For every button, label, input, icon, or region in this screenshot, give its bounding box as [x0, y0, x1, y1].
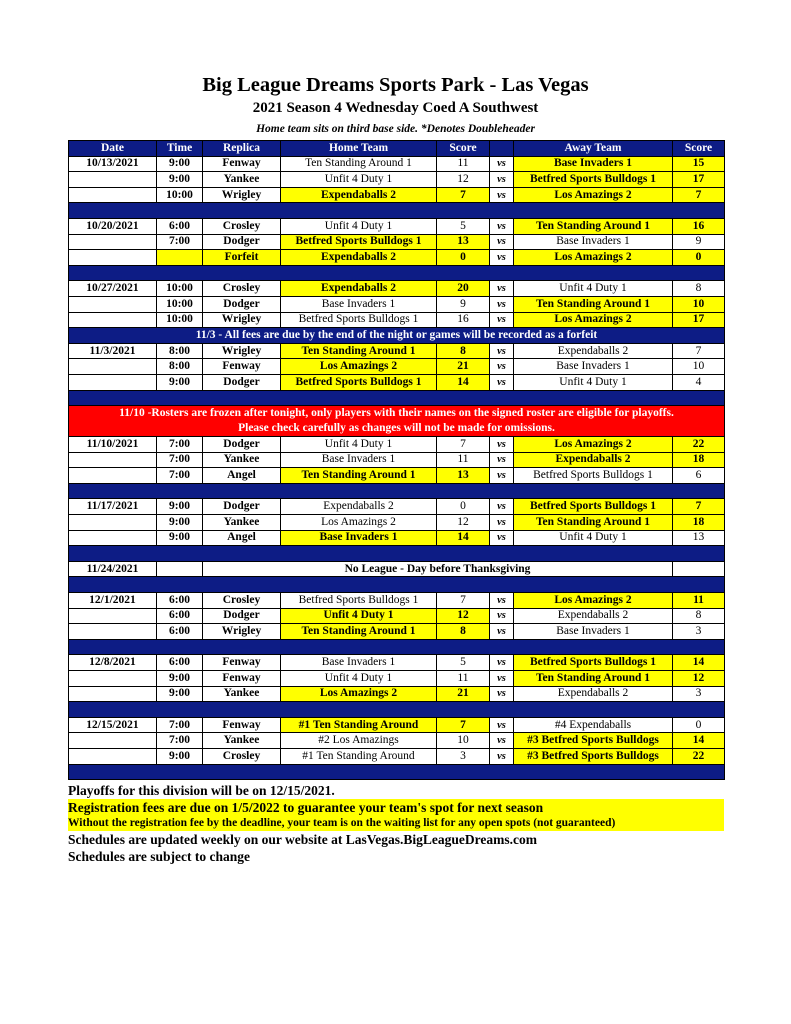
schedule-table — [68, 140, 725, 780]
away-team-cell: #3 Betfred Sports Bulldogs — [514, 748, 673, 764]
vs-cell: vs — [490, 515, 514, 531]
time-cell — [157, 561, 203, 577]
replica-cell: Angel — [203, 468, 281, 484]
home-team-cell: Expendaballs 2 — [281, 281, 437, 297]
schedule-body — [69, 156, 725, 780]
page-title: Big League Dreams Sports Park - Las Vegas — [202, 74, 589, 96]
date-cell — [69, 624, 157, 640]
time-cell: 7:00 — [157, 234, 203, 250]
date-cell: 11/3/2021 — [69, 343, 157, 359]
home-score-cell: 13 — [437, 468, 490, 484]
separator-row — [69, 265, 725, 281]
away-score-cell: 10 — [673, 359, 725, 375]
separator-cell — [69, 702, 725, 718]
vs-cell: vs — [490, 156, 514, 172]
playoffs-note: Playoffs for this division will be on 12/15/2021. — [68, 783, 335, 798]
date-cell — [69, 608, 157, 624]
time-cell: 9:00 — [157, 530, 203, 546]
away-team-cell: Ten Standing Around 1 — [514, 296, 673, 312]
away-score-cell: 0 — [673, 717, 725, 733]
game-row — [69, 187, 725, 203]
away-team-cell: Betfred Sports Bulldogs 1 — [514, 172, 673, 188]
vs-cell: vs — [490, 250, 514, 266]
away-score-cell: 13 — [673, 530, 725, 546]
time-cell: 8:00 — [157, 359, 203, 375]
date-cell: 11/24/2021 — [69, 561, 157, 577]
home-score-cell: 3 — [437, 748, 490, 764]
away-team-cell: Ten Standing Around 1 — [514, 515, 673, 531]
vs-cell: vs — [490, 312, 514, 328]
time-cell: 6:00 — [157, 655, 203, 671]
fee-notice-row — [69, 328, 725, 344]
home-team-cell: Unfit 4 Duty 1 — [281, 437, 437, 453]
away-team-cell: Unfit 4 Duty 1 — [514, 530, 673, 546]
separator-cell — [69, 203, 725, 219]
date-cell — [69, 312, 157, 328]
away-score-cell: 6 — [673, 468, 725, 484]
game-row — [69, 172, 725, 188]
home-score-cell: 11 — [437, 156, 490, 172]
home-team-note: Home team sits on third base side. *Denotes Doubleheader — [256, 123, 535, 135]
replica-cell: Crosley — [203, 748, 281, 764]
time-cell: 6:00 — [157, 593, 203, 609]
home-team-cell: Los Amazings 2 — [281, 686, 437, 702]
registration-box — [68, 799, 724, 831]
game-row — [69, 296, 725, 312]
vs-cell: vs — [490, 281, 514, 297]
home-team-cell: #2 Los Amazings — [281, 733, 437, 749]
away-score-cell: 12 — [673, 671, 725, 687]
time-cell: 7:00 — [157, 733, 203, 749]
vs-cell: vs — [490, 671, 514, 687]
away-score-cell: 7 — [673, 343, 725, 359]
game-row — [69, 468, 725, 484]
home-score-cell: 14 — [437, 374, 490, 390]
game-row — [69, 733, 725, 749]
replica-cell: Wrigley — [203, 312, 281, 328]
game-row — [69, 437, 725, 453]
game-row — [69, 593, 725, 609]
separator-row — [69, 764, 725, 780]
replica-cell: Wrigley — [203, 624, 281, 640]
date-cell — [69, 187, 157, 203]
vs-cell: vs — [490, 655, 514, 671]
time-cell: 9:00 — [157, 374, 203, 390]
separator-cell — [69, 483, 725, 499]
away-score-cell: 22 — [673, 437, 725, 453]
date-cell: 10/13/2021 — [69, 156, 157, 172]
date-cell: 12/1/2021 — [69, 593, 157, 609]
date-cell: 12/15/2021 — [69, 717, 157, 733]
home-score-cell: 12 — [437, 515, 490, 531]
replica-cell: Yankee — [203, 733, 281, 749]
date-cell — [69, 452, 157, 468]
home-team-cell: Base Invaders 1 — [281, 530, 437, 546]
vs-cell: vs — [490, 624, 514, 640]
time-cell: 9:00 — [157, 156, 203, 172]
no-league-row — [69, 561, 725, 577]
game-row — [69, 671, 725, 687]
date-cell — [69, 686, 157, 702]
game-row — [69, 686, 725, 702]
separator-row — [69, 577, 725, 593]
away-team-cell: Unfit 4 Duty 1 — [514, 281, 673, 297]
separator-row — [69, 483, 725, 499]
separator-cell — [69, 764, 725, 780]
time-cell: 9:00 — [157, 748, 203, 764]
registration-note: Registration fees are due on 1/5/2022 to guarantee your team's spot for next season — [68, 800, 544, 815]
vs-cell: vs — [490, 593, 514, 609]
home-team-cell: Base Invaders 1 — [281, 655, 437, 671]
replica-cell: Dodger — [203, 499, 281, 515]
home-score-cell: 7 — [437, 717, 490, 733]
time-cell: 10:00 — [157, 296, 203, 312]
home-score-cell: 0 — [437, 250, 490, 266]
game-row — [69, 608, 725, 624]
separator-cell — [69, 639, 725, 655]
away-team-cell: Betfred Sports Bulldogs 1 — [514, 499, 673, 515]
col-home-score: Score — [437, 141, 490, 157]
col-away-score: Score — [673, 141, 725, 157]
away-score-cell: 11 — [673, 593, 725, 609]
time-cell: 9:00 — [157, 499, 203, 515]
home-score-cell: 8 — [437, 624, 490, 640]
game-row — [69, 156, 725, 172]
game-row — [69, 234, 725, 250]
date-cell: 10/27/2021 — [69, 281, 157, 297]
vs-cell: vs — [490, 374, 514, 390]
vs-cell: vs — [490, 499, 514, 515]
replica-cell: Dodger — [203, 234, 281, 250]
separator-row — [69, 546, 725, 562]
col-replica: Replica — [203, 141, 281, 157]
replica-cell: Crosley — [203, 218, 281, 234]
date-cell: 11/10/2021 — [69, 437, 157, 453]
home-team-cell: Ten Standing Around 1 — [281, 343, 437, 359]
away-score-cell: 7 — [673, 187, 725, 203]
replica-cell: Wrigley — [203, 187, 281, 203]
away-team-cell: Unfit 4 Duty 1 — [514, 374, 673, 390]
away-team-cell: Betfred Sports Bulldogs 1 — [514, 468, 673, 484]
home-score-cell: 21 — [437, 359, 490, 375]
game-row — [69, 748, 725, 764]
home-score-cell: 11 — [437, 671, 490, 687]
time-cell: 6:00 — [157, 218, 203, 234]
home-team-cell: Betfred Sports Bulldogs 1 — [281, 312, 437, 328]
away-team-cell: Los Amazings 2 — [514, 187, 673, 203]
home-team-cell: Ten Standing Around 1 — [281, 156, 437, 172]
away-team-cell: #4 Expendaballs — [514, 717, 673, 733]
replica-cell: Yankee — [203, 686, 281, 702]
vs-cell: vs — [490, 437, 514, 453]
time-cell: 10:00 — [157, 187, 203, 203]
time-cell: 6:00 — [157, 608, 203, 624]
game-row — [69, 717, 725, 733]
home-score-cell: 0 — [437, 499, 490, 515]
time-cell: 10:00 — [157, 312, 203, 328]
away-score-cell: 8 — [673, 608, 725, 624]
message-cell: No League - Day before Thanksgiving — [203, 561, 673, 577]
away-score-cell: 14 — [673, 655, 725, 671]
game-row — [69, 359, 725, 375]
away-score-cell: 3 — [673, 686, 725, 702]
home-team-cell: Ten Standing Around 1 — [281, 468, 437, 484]
vs-cell: vs — [490, 172, 514, 188]
replica-cell: Fenway — [203, 671, 281, 687]
home-score-cell: 21 — [437, 686, 490, 702]
vs-cell: vs — [490, 234, 514, 250]
home-team-cell: Los Amazings 2 — [281, 515, 437, 531]
waiting-list-note: Without the registration fee by the deadline, your team is on the waiting list for any open spots (not guaranteed) — [68, 817, 616, 829]
subject-to-change-note: Schedules are subject to change — [68, 849, 250, 864]
separator-cell — [69, 390, 725, 406]
home-team-cell: Unfit 4 Duty 1 — [281, 608, 437, 624]
col-vs — [490, 141, 514, 157]
away-team-cell: Base Invaders 1 — [514, 234, 673, 250]
away-team-cell: Expendaballs 2 — [514, 686, 673, 702]
date-cell — [69, 234, 157, 250]
home-score-cell: 20 — [437, 281, 490, 297]
away-score-cell: 17 — [673, 172, 725, 188]
roster-notice-row — [69, 406, 725, 437]
home-team-cell: Ten Standing Around 1 — [281, 624, 437, 640]
footer-notes — [68, 782, 724, 865]
date-cell — [69, 468, 157, 484]
time-cell: 7:00 — [157, 717, 203, 733]
vs-cell: vs — [490, 608, 514, 624]
notice-cell — [69, 406, 725, 437]
home-team-cell: Los Amazings 2 — [281, 359, 437, 375]
time-cell: 7:00 — [157, 452, 203, 468]
col-time: Time — [157, 141, 203, 157]
notice-line: 11/3 - All fees are due by the end of the night or games will be recorded as a forfeit — [195, 328, 598, 341]
vs-cell: vs — [490, 530, 514, 546]
replica-cell: Dodger — [203, 608, 281, 624]
replica-cell: Fenway — [203, 655, 281, 671]
away-team-cell: Base Invaders 1 — [514, 156, 673, 172]
home-team-cell: Unfit 4 Duty 1 — [281, 218, 437, 234]
replica-cell: Crosley — [203, 593, 281, 609]
time-cell: 7:00 — [157, 468, 203, 484]
replica-cell: Yankee — [203, 515, 281, 531]
away-team-cell: Betfred Sports Bulldogs 1 — [514, 655, 673, 671]
date-cell — [69, 250, 157, 266]
replica-cell: Dodger — [203, 374, 281, 390]
home-score-cell: 12 — [437, 172, 490, 188]
replica-cell: Wrigley — [203, 343, 281, 359]
home-score-cell: 8 — [437, 343, 490, 359]
away-score-cell: 17 — [673, 312, 725, 328]
away-team-cell: Expendaballs 2 — [514, 608, 673, 624]
home-score-cell: 10 — [437, 733, 490, 749]
away-team-cell: Base Invaders 1 — [514, 359, 673, 375]
away-team-cell: Los Amazings 2 — [514, 312, 673, 328]
game-row — [69, 312, 725, 328]
replica-cell: Angel — [203, 530, 281, 546]
away-score-cell: 18 — [673, 452, 725, 468]
notice-cell — [69, 328, 725, 344]
home-score-cell: 11 — [437, 452, 490, 468]
vs-cell: vs — [490, 717, 514, 733]
replica-cell: Dodger — [203, 296, 281, 312]
away-score-cell: 9 — [673, 234, 725, 250]
date-cell — [69, 733, 157, 749]
home-team-cell: Betfred Sports Bulldogs 1 — [281, 234, 437, 250]
notice-line: Please check carefully as changes will not be made for omissions. — [238, 422, 555, 435]
website-note: Schedules are updated weekly on our website at LasVegas.BigLeagueDreams.com — [68, 832, 538, 847]
game-row — [69, 250, 725, 266]
time-cell: 9:00 — [157, 671, 203, 687]
time-cell: 10:00 — [157, 281, 203, 297]
away-score-cell: 4 — [673, 374, 725, 390]
home-team-cell: #1 Ten Standing Around — [281, 717, 437, 733]
separator-row — [69, 390, 725, 406]
replica-cell: Yankee — [203, 172, 281, 188]
home-team-cell: Base Invaders 1 — [281, 452, 437, 468]
separator-cell — [69, 577, 725, 593]
away-team-cell: Ten Standing Around 1 — [514, 218, 673, 234]
game-row — [69, 218, 725, 234]
time-cell: 7:00 — [157, 437, 203, 453]
away-team-cell: Base Invaders 1 — [514, 624, 673, 640]
vs-cell: vs — [490, 359, 514, 375]
away-score-cell: 10 — [673, 296, 725, 312]
col-home-team: Home Team — [281, 141, 437, 157]
away-score-cell: 8 — [673, 281, 725, 297]
home-score-cell: 16 — [437, 312, 490, 328]
date-cell — [69, 671, 157, 687]
away-score-cell: 15 — [673, 156, 725, 172]
home-team-cell: Betfred Sports Bulldogs 1 — [281, 593, 437, 609]
game-row — [69, 374, 725, 390]
vs-cell: vs — [490, 748, 514, 764]
replica-cell: Forfeit — [203, 250, 281, 266]
time-cell: 9:00 — [157, 515, 203, 531]
date-cell — [69, 530, 157, 546]
away-score-cell: 14 — [673, 733, 725, 749]
time-cell — [157, 250, 203, 266]
vs-cell: vs — [490, 218, 514, 234]
header-row — [69, 141, 725, 157]
replica-cell: Crosley — [203, 281, 281, 297]
notice-line: 11/10 -Rosters are frozen after tonight, only players with their names on the signed roster are eligible for playoffs. — [119, 407, 674, 420]
away-score-cell: 22 — [673, 748, 725, 764]
game-row — [69, 655, 725, 671]
date-cell — [69, 172, 157, 188]
away-team-cell: #3 Betfred Sports Bulldogs — [514, 733, 673, 749]
away-score-cell: 7 — [673, 499, 725, 515]
col-away-team: Away Team — [514, 141, 673, 157]
away-score-cell: 0 — [673, 250, 725, 266]
time-cell: 8:00 — [157, 343, 203, 359]
game-row — [69, 624, 725, 640]
vs-cell: vs — [490, 733, 514, 749]
date-cell — [69, 515, 157, 531]
home-score-cell: 14 — [437, 530, 490, 546]
away-score-cell: 16 — [673, 218, 725, 234]
date-cell — [69, 748, 157, 764]
home-team-cell: Expendaballs 2 — [281, 250, 437, 266]
separator-row — [69, 639, 725, 655]
vs-cell: vs — [490, 686, 514, 702]
time-cell: 9:00 — [157, 172, 203, 188]
vs-cell: vs — [490, 452, 514, 468]
vs-cell: vs — [490, 343, 514, 359]
separator-row — [69, 702, 725, 718]
replica-cell: Fenway — [203, 156, 281, 172]
home-score-cell: 5 — [437, 218, 490, 234]
home-score-cell: 7 — [437, 437, 490, 453]
game-row — [69, 499, 725, 515]
away-team-cell: Los Amazings 2 — [514, 593, 673, 609]
time-cell: 6:00 — [157, 624, 203, 640]
time-cell: 9:00 — [157, 686, 203, 702]
vs-cell: vs — [490, 468, 514, 484]
date-cell — [69, 359, 157, 375]
col-date: Date — [69, 141, 157, 157]
date-cell: 12/8/2021 — [69, 655, 157, 671]
score-cell — [673, 561, 725, 577]
date-cell — [69, 374, 157, 390]
season-subtitle: 2021 Season 4 Wednesday Coed A Southwest — [252, 100, 539, 116]
home-team-cell: Expendaballs 2 — [281, 187, 437, 203]
game-row — [69, 343, 725, 359]
date-cell: 10/20/2021 — [69, 218, 157, 234]
home-team-cell: #1 Ten Standing Around — [281, 748, 437, 764]
separator-row — [69, 203, 725, 219]
away-team-cell: Expendaballs 2 — [514, 343, 673, 359]
date-cell: 11/17/2021 — [69, 499, 157, 515]
separator-cell — [69, 546, 725, 562]
home-team-cell: Unfit 4 Duty 1 — [281, 172, 437, 188]
away-score-cell: 3 — [673, 624, 725, 640]
game-row — [69, 515, 725, 531]
game-row — [69, 530, 725, 546]
home-score-cell: 7 — [437, 187, 490, 203]
away-team-cell: Los Amazings 2 — [514, 437, 673, 453]
away-score-cell: 18 — [673, 515, 725, 531]
away-team-cell: Los Amazings 2 — [514, 250, 673, 266]
home-team-cell: Betfred Sports Bulldogs 1 — [281, 374, 437, 390]
date-cell — [69, 296, 157, 312]
home-score-cell: 13 — [437, 234, 490, 250]
away-team-cell: Expendaballs 2 — [514, 452, 673, 468]
home-score-cell: 7 — [437, 593, 490, 609]
replica-cell: Yankee — [203, 452, 281, 468]
vs-cell: vs — [490, 187, 514, 203]
separator-cell — [69, 265, 725, 281]
home-team-cell: Unfit 4 Duty 1 — [281, 671, 437, 687]
replica-cell: Fenway — [203, 717, 281, 733]
home-team-cell: Expendaballs 2 — [281, 499, 437, 515]
away-team-cell: Ten Standing Around 1 — [514, 671, 673, 687]
game-row — [69, 281, 725, 297]
home-team-cell: Base Invaders 1 — [281, 296, 437, 312]
game-row — [69, 452, 725, 468]
replica-cell: Dodger — [203, 437, 281, 453]
home-score-cell: 12 — [437, 608, 490, 624]
replica-cell: Fenway — [203, 359, 281, 375]
home-score-cell: 9 — [437, 296, 490, 312]
vs-cell: vs — [490, 296, 514, 312]
home-score-cell: 5 — [437, 655, 490, 671]
